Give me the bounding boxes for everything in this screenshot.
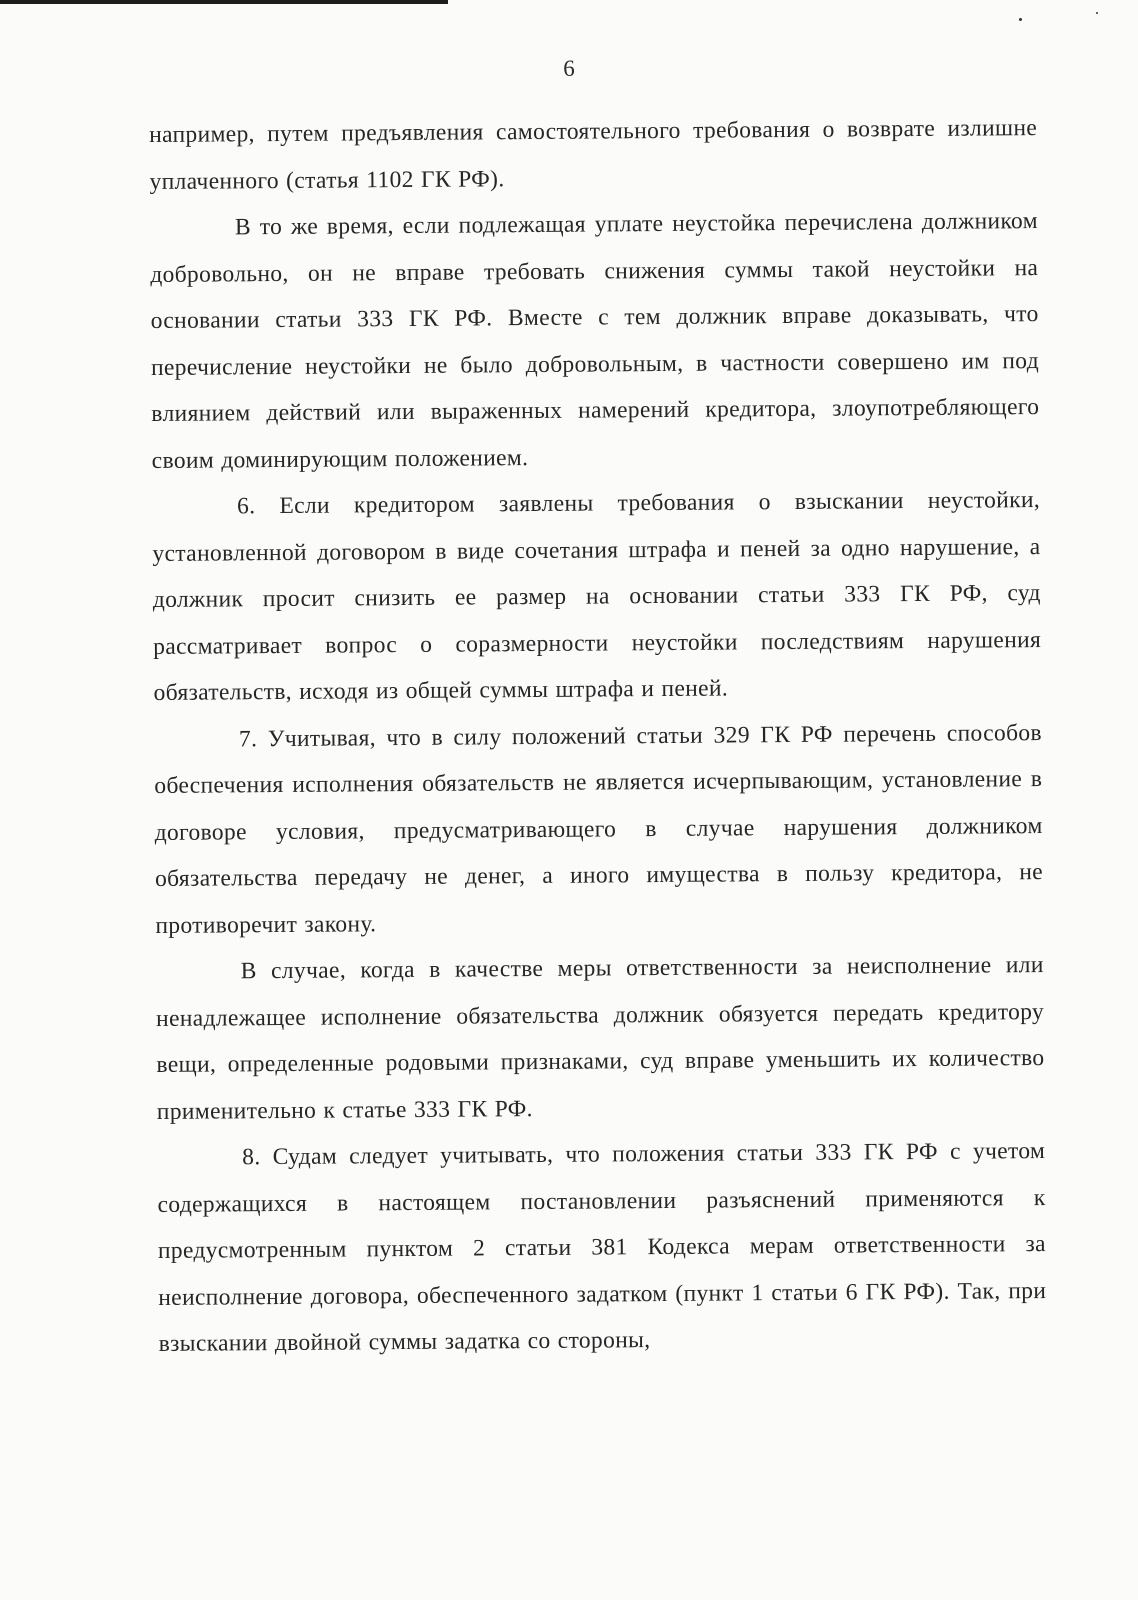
paragraph-item-7: 7. Учитывая, что в силу положений статьи 329 ГК РФ перечень способов обеспечения исполнения обязательств не является исчерпывающим, установление в договоре условия, предусматривающего в случае нарушения должником обязательства передачу не денег, а иного имущества в пользу кредитора, не противоречит закону. — [154, 719, 1044, 939]
paragraph-continuation: например, путем предъявления самостоятельного требования о возврате излишне уплаченного (статья 1102 ГК РФ). — [149, 115, 1038, 195]
scan-speck — [1019, 18, 1022, 21]
scan-edge-mark — [0, 0, 448, 4]
page-number: 6 — [563, 56, 575, 81]
paragraph-item-6: 6. Если кредитором заявлены требования о взыскании неустойки, установленной договором в виде сочетания штрафа и пеней за одно нарушение, а должник просит снизить ее размер на основании статьи 333 ГК РФ, суд рассматривает вопрос о соразмерности неустойки последствиям нарушения обязательств, исходя из общей суммы штрафа и пеней. — [152, 487, 1042, 706]
scan-speck — [1096, 12, 1098, 14]
paragraph: В случае, когда в качестве меры ответственности за неисполнение или ненадлежащее исполнение обязательства должник обязуется передать кредитору вещи, определенные родовыми признаками, суд вправе уменьшить их количество применительно к статье 333 ГК РФ. — [156, 951, 1045, 1125]
document-body — [149, 105, 1047, 1367]
paragraph: В то же время, если подлежащая уплате неустойка перечислена должником добровольно, он не вправе требовать снижения суммы такой неустойки на основании статьи 333 ГК РФ. Вместе с тем должник вправе доказывать, что перечисление неустойки не было добровольным, в частности совершено им под влиянием действий или выраженных намерений кредитора, злоупотребляющего своим доминирующим положением. — [150, 208, 1040, 474]
paragraph-item-8: 8. Судам следует учитывать, что положения статьи 333 ГК РФ с учетом содержащихся в настоящем постановлении разъяснений применяются к предусмотренным пунктом 2 статьи 381 Кодекса мерам ответственности за неисполнение договора, обеспеченного задатком (пункт 1 статьи 6 ГК РФ). Так, при взыскании двойной суммы задатка со стороны, — [157, 1137, 1047, 1357]
